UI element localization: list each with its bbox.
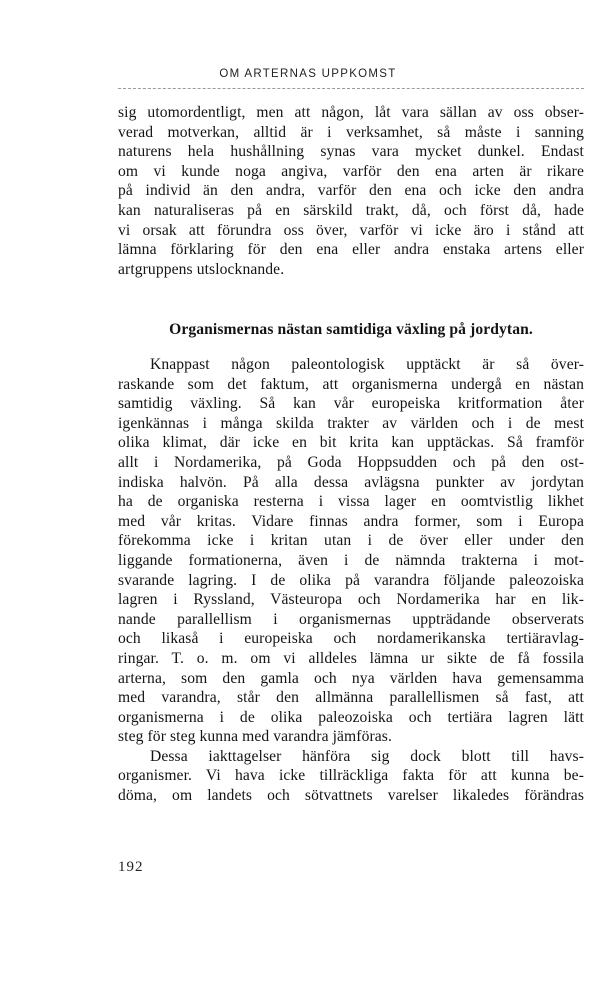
text-line: vi orsak att förundra oss över, varför vi icke äro i stånd att	[118, 221, 584, 239]
header-rule	[118, 88, 584, 89]
text-line: igenkännas i många skilda trakter av världen och i de mest	[118, 414, 584, 432]
text-line: kan naturaliseras på en särskild trakt, då, och först då, hade	[118, 201, 584, 219]
text-line: ha de organiska resterna i vissa lager en oomtvistlig likhet	[118, 493, 584, 511]
text-line: arterna, som den gamla och nya världen hava gemensamma	[118, 669, 584, 687]
text-line: förekomma icke i kritan utan i de över eller under den	[118, 532, 584, 550]
text-line: svarande lagring. I de olika på varandra följande paleozoiska	[118, 571, 584, 589]
paragraph-1	[118, 103, 584, 279]
text-line: indiska halvön. På alla dessa avlägsna punkter av jordytan	[118, 473, 584, 491]
text-line: Dessa iakttagelser hänföra sig dock blott till havs-	[150, 747, 584, 765]
text-line: döma, om landets och sötvattnets varelser likaledes förändras	[118, 787, 584, 805]
running-head: OM ARTERNAS UPPKOMST	[219, 68, 397, 80]
text-line: ringar. T. o. m. om vi alldeles lämna ur sikte de få fossila	[118, 649, 584, 667]
text-line: verad motverkan, alltid är i verksamhet, så måste i sanning	[118, 123, 584, 141]
text-line: nande parallellism i organismernas uppträdande observerats	[118, 610, 584, 628]
text-line: lämna förklaring för den ena eller andra enstaka artens eller	[118, 241, 584, 259]
text-line: med varandra, står den allmänna parallellismen så fast, att	[118, 689, 584, 707]
text-line: organismerna i de olika paleozoiska och tertiära lagren lätt	[118, 708, 584, 726]
text-line: sig utomordentligt, men att någon, låt vara sällan av oss obser-	[118, 104, 584, 121]
paragraph-2	[118, 355, 584, 806]
text-line: steg för steg kunna med varandra jämföras.	[118, 728, 392, 746]
text-line: och likaså i europeiska och nordamerikanska tertiäravlag-	[118, 630, 584, 648]
text-line: raskande som det faktum, att organismerna undergå en nästan	[118, 375, 584, 393]
text-line: med vår kritas. Vidare finnas andra former, som i Europa	[118, 512, 584, 530]
text-line: organismer. Vi hava icke tillräckliga fakta för att kunna be-	[118, 767, 584, 785]
text-line: allt i Nordamerika, på Goda Hoppsudden och på den ost-	[118, 453, 584, 471]
text-line: om vi kunde noga angiva, varför den ena arten är rikare	[118, 162, 584, 180]
text-line: Knappast någon paleontologisk upptäckt är så över-	[150, 356, 584, 373]
text-line: på individ än den andra, varför den ena och icke den andra	[118, 182, 584, 200]
text-line: lagren i Ryssland, Västeuropa och Nordamerika har en lik-	[118, 591, 584, 609]
text-line: naturens hela hushållning synas vara mycket dunkel. Endast	[118, 143, 584, 161]
page-number: 192	[118, 859, 144, 875]
text-line: liggande formationerna, även i de nämnda trakterna i mot-	[118, 551, 584, 569]
text-line: artgruppens utslocknande.	[118, 260, 285, 278]
text-line: samtidig växling. Så kan vår europeiska kritformation åter	[118, 395, 584, 413]
section-heading: Organismernas nästan samtidiga växling på jordytan.	[169, 321, 533, 338]
text-line: olika klimat, där icke en bit krita kan upptäckas. Så framför	[118, 434, 584, 452]
